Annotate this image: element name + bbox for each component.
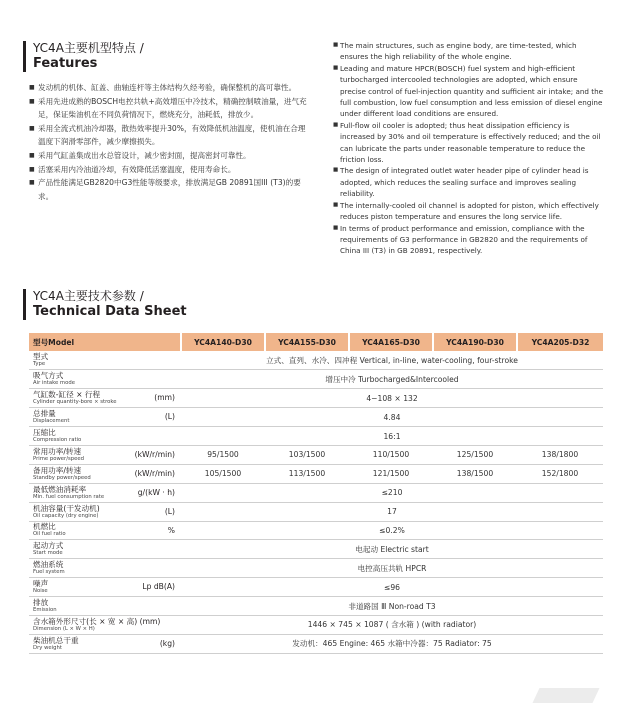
row-label-cn: 起动方式	[33, 541, 64, 551]
row-label	[29, 634, 181, 653]
datasheet-heading	[23, 289, 187, 320]
row-label	[29, 351, 181, 370]
row-label	[29, 502, 181, 521]
row-unit: (L)	[164, 412, 175, 422]
datasheet-heading-cn: YC4A主要技术参数 /	[33, 289, 144, 303]
row-label-cn: 常用功率/转速	[33, 446, 82, 456]
row-value: 113/1500	[265, 464, 349, 483]
feature-cn-item: ■ 发动机的机体、缸盖、曲轴连杆等主体结构久经考验，确保整机的高可靠性。	[29, 81, 310, 95]
decorative-corner-shape	[533, 688, 600, 703]
row-label-en: Prime power/speed	[33, 455, 85, 462]
table-row	[29, 559, 603, 578]
header-model: YC4A165-D30	[349, 333, 433, 351]
row-label-cn: 柴油机总干重	[33, 635, 79, 645]
row-unit: g/(kW · h)	[137, 487, 175, 497]
row-unit: (kg)	[159, 638, 175, 648]
table-row	[29, 408, 603, 427]
feature-cn-item: ■ 活塞采用内冷油道冷却，有效降低活塞温度，使用寿命长。	[29, 163, 310, 177]
features-list-en	[333, 40, 605, 257]
row-value: ≤0.2%	[181, 521, 603, 540]
row-label-en: Standby power/speed	[33, 474, 91, 481]
row-label-cn: 含水箱外形尺寸(长 × 宽 × 高) (mm)	[33, 616, 161, 626]
header-model: YC4A155-D30	[265, 333, 349, 351]
features-heading-en: Features	[33, 56, 98, 71]
row-label	[29, 597, 181, 616]
row-label	[29, 521, 181, 540]
row-value: ≤96	[181, 578, 603, 597]
row-label	[29, 389, 181, 408]
feature-en-item: ■ Full-flow oil cooler is adopted; thus heat dissipation efficiency is increased by 30% and oil temperature is effectively reduced; and the oil can lubricate the parts under reasonable temperature to reduce the friction loss.	[333, 120, 605, 166]
row-label-cn: 总排量	[33, 409, 56, 419]
row-label-en: Start mode	[33, 550, 63, 557]
row-label-en: Fuel system	[33, 569, 65, 576]
row-label-cn: 机油容量(干发动机)	[33, 503, 100, 513]
row-label-en: Type	[33, 361, 46, 368]
table-header-row	[29, 333, 603, 351]
row-label-cn: 备用功率/转速	[33, 465, 82, 475]
row-label	[29, 370, 181, 389]
row-value: 16:1	[181, 427, 603, 446]
row-value: 电起动 Electric start	[181, 540, 603, 559]
row-label	[29, 615, 181, 634]
row-value: 非道路国 Ⅲ Non-road T3	[181, 597, 603, 616]
row-label	[29, 464, 181, 483]
row-label	[29, 559, 181, 578]
table-row	[29, 521, 603, 540]
table-row	[29, 615, 603, 634]
row-value: 125/1500	[433, 445, 517, 464]
row-label-cn: 最低燃油消耗率	[33, 484, 87, 494]
technical-data-table	[29, 333, 603, 654]
header-model: YC4A140-D30	[181, 333, 265, 351]
row-value: 95/1500	[181, 445, 265, 464]
row-label-cn: 排放	[33, 598, 49, 608]
feature-en-item: ■ The main structures, such as engine body, are time-tested, which ensures the high reliability of the whole engine.	[333, 40, 605, 63]
table-row	[29, 351, 603, 370]
row-unit: (kW/r/min)	[134, 449, 175, 459]
features-heading-cn: YC4A主要机型特点 /	[33, 41, 144, 55]
row-unit: %	[167, 525, 175, 535]
row-label-en: Min. fuel consumption rate	[33, 493, 105, 500]
row-label-cn: 燃油系统	[33, 560, 64, 570]
feature-en-item: ■ The internally-cooled oil channel is adopted for piston, which effectively reduces piston temperature and ensures the long service life.	[333, 200, 605, 223]
row-label-en: Compression ratio	[33, 437, 82, 443]
row-value: 4−108 × 132	[181, 389, 603, 408]
table-row	[29, 634, 603, 653]
header-model-label: 型号Model	[29, 333, 181, 351]
row-label	[29, 578, 181, 597]
row-label-cn: 压缩比	[33, 428, 56, 437]
table-row	[29, 464, 603, 483]
row-label-en: Noise	[33, 588, 48, 595]
table-row	[29, 540, 603, 559]
features-list-cn	[29, 81, 310, 203]
row-label	[29, 408, 181, 427]
table-row	[29, 483, 603, 502]
row-label	[29, 540, 181, 559]
feature-cn-item: ■ 采用全流式机油冷却器，散热效率提升30%，有效降低机油温度，使机油在合理温度下润滑零部件，减少摩擦损失。	[29, 122, 310, 149]
row-value: 152/1800	[517, 464, 603, 483]
row-label-cn: 气缸数-缸径 × 行程	[33, 390, 101, 400]
feature-en-item: ■ The design of integrated outlet water header pipe of cylinder head is adopted, which reduces the sealing surface and improves sealing reliability.	[333, 165, 605, 199]
row-value: 4.84	[181, 408, 603, 427]
feature-en-item: ■ Leading and mature HPCR(BOSCH) fuel system and high-efficient turbocharged intercooled technologies are adopted, which ensure precise control of fuel-injection quantity and sufficient air intake; and the full combustion, low fuel consumption and less emission of diesel engine under different load conditions are ensured.	[333, 63, 605, 120]
row-label-en: Air intake mode	[33, 380, 75, 387]
row-value: 138/1800	[517, 445, 603, 464]
row-label-en: Dimension (L × W × H)	[33, 625, 95, 632]
row-value: 发动机：465 Engine: 465 水箱中冷器：75 Radiator: 75	[181, 634, 603, 653]
feature-en-item: ■ In terms of product performance and emission, compliance with the requirements of G3 performance in GB2820 and the requirements of China III (T3) in GB 20891, respectively.	[333, 223, 605, 257]
row-value: 电控高压共轨 HPCR	[181, 559, 603, 578]
row-value: 103/1500	[265, 445, 349, 464]
row-label-cn: 型式	[33, 352, 49, 362]
table-row	[29, 502, 603, 521]
features-heading	[23, 41, 144, 72]
row-label-en: Oil capacity (dry engine)	[33, 512, 99, 519]
table-row	[29, 389, 603, 408]
row-value: 17	[181, 502, 603, 521]
row-unit: (L)	[164, 506, 175, 516]
row-value: 110/1500	[349, 445, 433, 464]
feature-cn-item: ■ 采用气缸盖集成出水总管设计，减少密封面，提高密封可靠性。	[29, 149, 310, 163]
row-label	[29, 483, 181, 502]
row-unit: Lp dB(A)	[142, 582, 175, 592]
row-value: 121/1500	[349, 464, 433, 483]
table-row	[29, 445, 603, 464]
row-value: 立式、直列、水冷、四冲程 Vertical, in-line, water-cooling, four-stroke	[181, 351, 603, 370]
row-label	[29, 427, 181, 446]
row-value: 138/1500	[433, 464, 517, 483]
row-label-en: Oil fuel ratio	[33, 531, 66, 538]
feature-cn-item: ■ 采用先进成熟的BOSCH电控共轨+高效增压中冷技术，精确控制喷油量，进气充足，保证柴油机在不同负荷情况下，燃烧充分，油耗低，排放少。	[29, 95, 310, 122]
row-label-cn: 机燃比	[33, 522, 56, 532]
table-row	[29, 427, 603, 446]
table-row	[29, 597, 603, 616]
feature-cn-item: ■ 产品性能满足GB2820中G3性能等级要求，排放满足GB 20891国III (T3)的要求。	[29, 176, 310, 203]
row-label-en: Cylinder quantity-bore × stroke	[33, 399, 117, 406]
row-unit: (mm)	[154, 393, 175, 403]
row-unit: (kW/r/min)	[134, 468, 175, 478]
row-value: 1446 × 745 × 1087 ( 含水箱 ) (with radiator)	[181, 615, 603, 634]
table-row	[29, 370, 603, 389]
row-value: 增压中冷 Turbocharged&Intercooled	[181, 370, 603, 389]
header-model: YC4A190-D30	[433, 333, 517, 351]
row-label-en: Dry weight	[33, 644, 62, 651]
row-value: ≤210	[181, 483, 603, 502]
header-model: YC4A205-D32	[517, 333, 603, 351]
datasheet-heading-en: Technical Data Sheet	[33, 304, 187, 319]
row-label-en: Displacement	[33, 418, 70, 425]
row-value: 105/1500	[181, 464, 265, 483]
row-label-cn: 噪声	[33, 579, 49, 589]
row-label	[29, 445, 181, 464]
row-label-en: Emission	[33, 607, 57, 614]
table-row	[29, 578, 603, 597]
row-label-cn: 吸气方式	[33, 371, 64, 381]
